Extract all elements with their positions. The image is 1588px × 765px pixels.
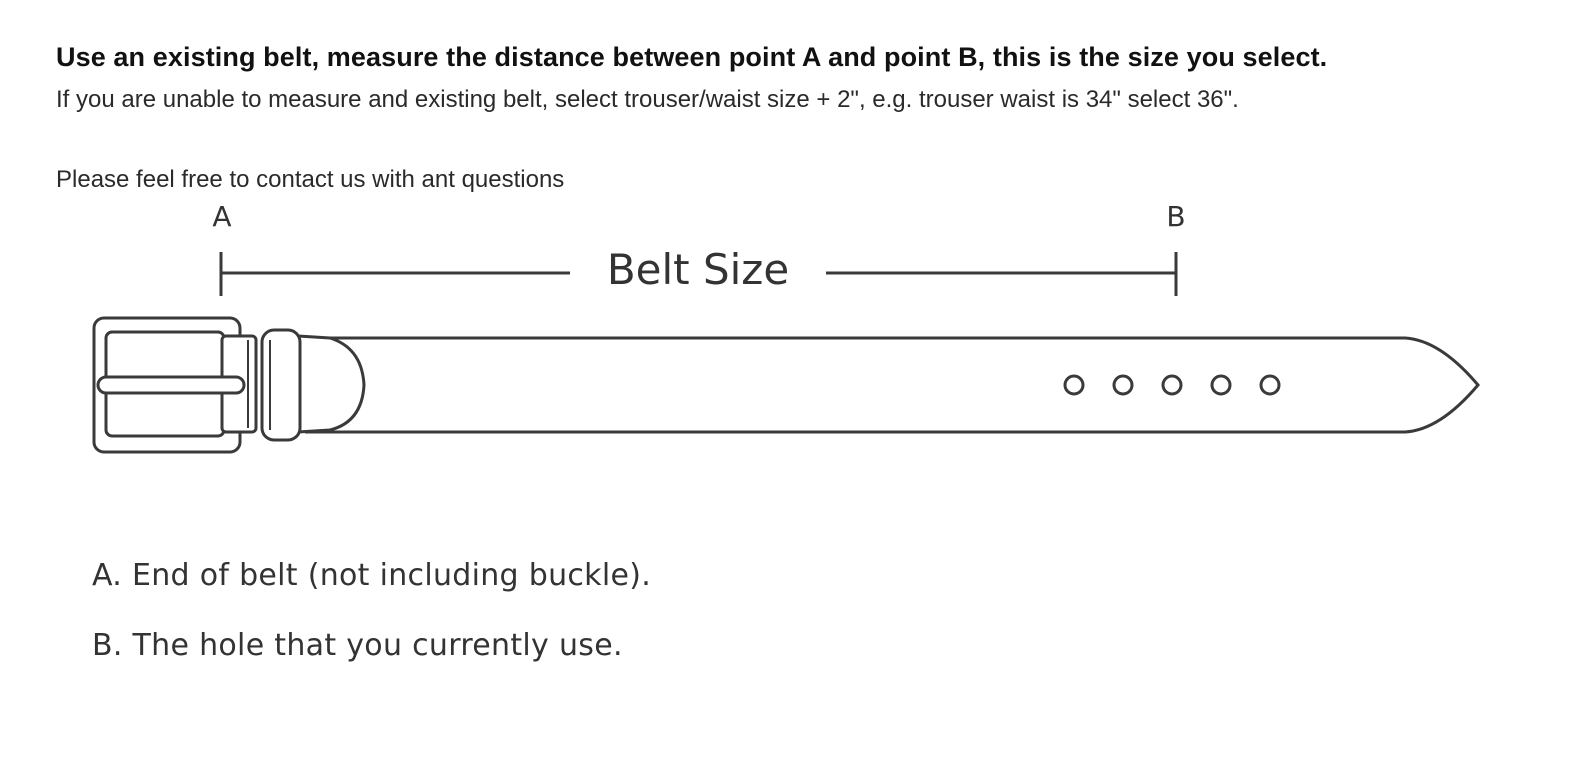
strap-end: [298, 336, 364, 432]
belt-keeper: [262, 330, 300, 440]
belt-hole: [1114, 376, 1132, 394]
legend-point-b: B. The hole that you currently use.: [92, 628, 623, 663]
contact-note: Please feel free to contact us with ant questions: [56, 166, 565, 193]
belt-hole: [1065, 376, 1083, 394]
point-b-label: B: [1166, 200, 1186, 233]
buckle-prong: [98, 377, 244, 393]
belt-hole: [1163, 376, 1181, 394]
instructions-subline: If you are unable to measure and existing belt, select trouser/waist size + 2", e.g. trouser waist is 34" select 36".: [56, 86, 1239, 113]
belt-holes: [1065, 376, 1279, 394]
belt-strap: [305, 338, 1478, 432]
point-a-label: A: [212, 200, 232, 233]
instructions-headline: Use an existing belt, measure the distance between point A and point B, this is the size you select.: [56, 42, 1328, 72]
belt-hole: [1212, 376, 1230, 394]
belt-size-label: Belt Size: [606, 245, 790, 294]
belt-hole: [1261, 376, 1279, 394]
legend-point-a: A. End of belt (not including buckle).: [92, 558, 652, 593]
belt-buckle: [94, 318, 256, 452]
